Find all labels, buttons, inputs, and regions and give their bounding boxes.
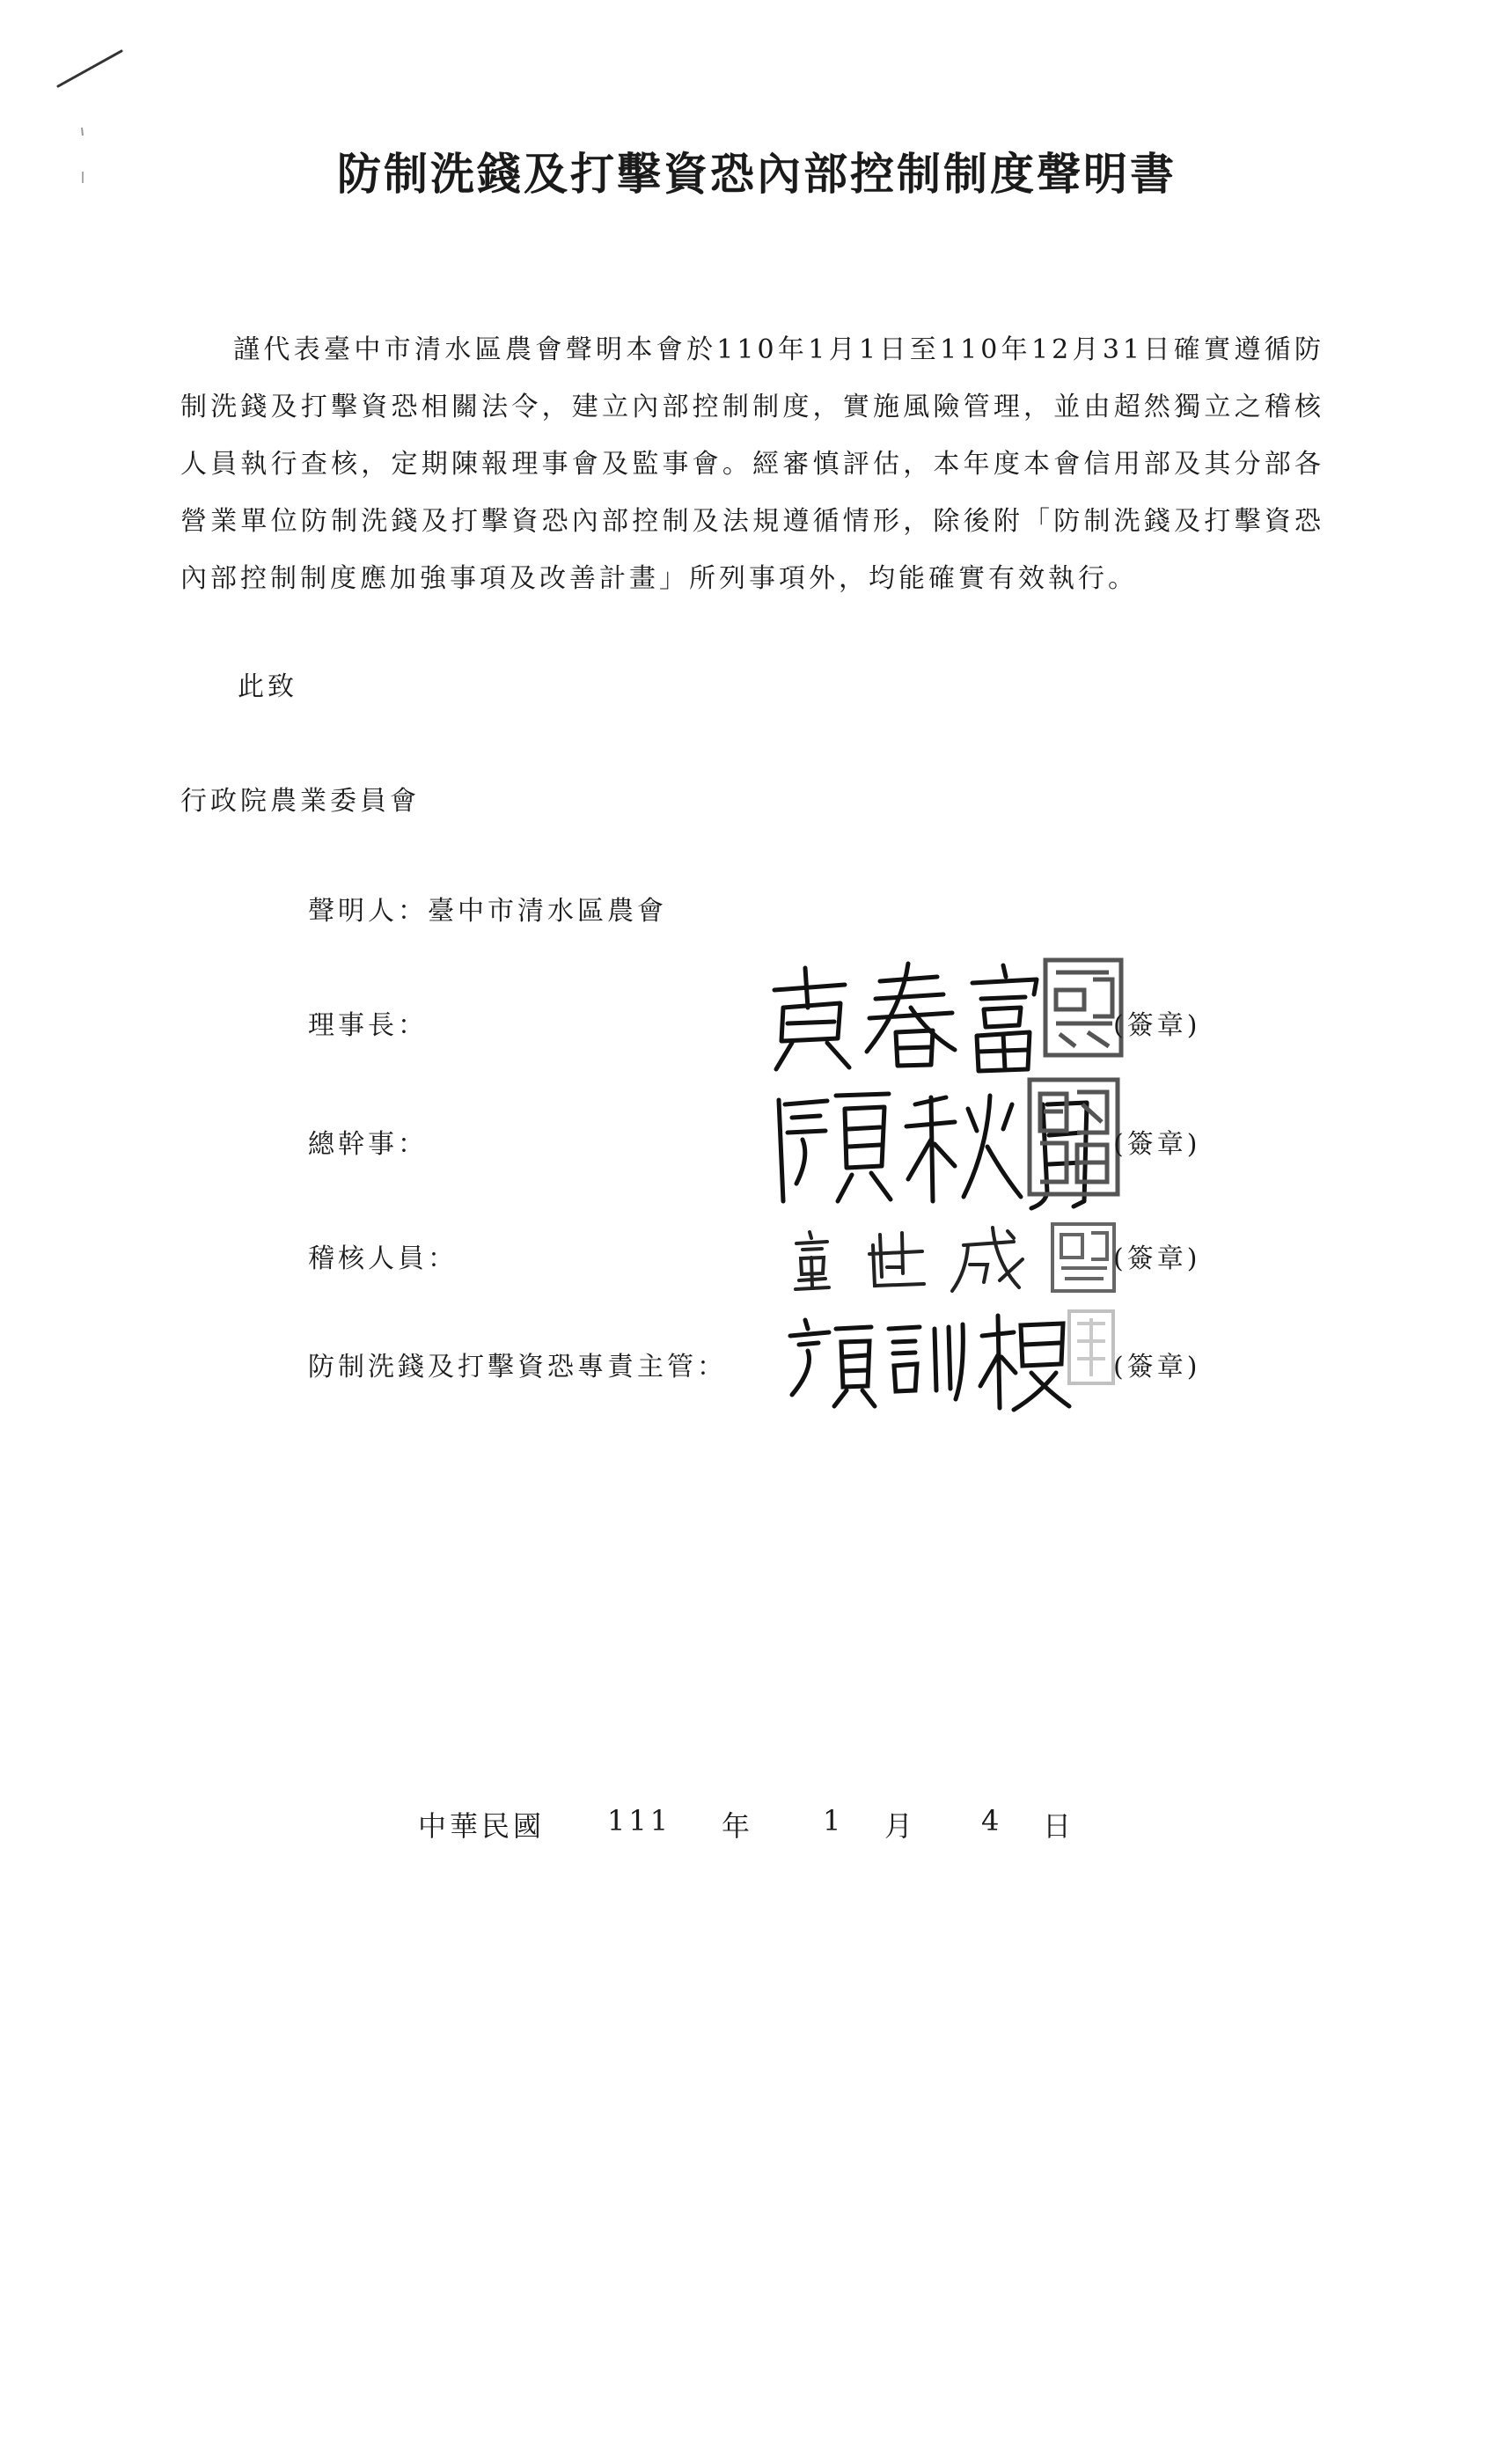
signatory-role-general-manager: 總幹事： <box>308 1129 428 1160</box>
document-date <box>418 1804 1087 1848</box>
date-day-unit: 日 <box>1043 1809 1075 1843</box>
document-title: 防制洗錢及打擊資恐內部控制制度聲明書 <box>337 148 1177 200</box>
date-year-unit: 年 <box>722 1809 754 1843</box>
scan-pen-mark <box>53 42 132 95</box>
handwritten-signature-auditor <box>792 1219 1126 1298</box>
salutation: 此致 <box>238 671 297 702</box>
signatory-role-auditor: 稽核人員： <box>308 1243 458 1274</box>
date-month-unit: 月 <box>884 1809 917 1843</box>
signature-suffix-aml-officer: (簽章) <box>1113 1352 1201 1382</box>
signature-suffix-chairman: (簽章) <box>1113 1010 1201 1041</box>
signature-suffix-auditor: (簽章) <box>1113 1243 1201 1274</box>
official-seal-chairman <box>1045 960 1121 1055</box>
declarant: 聲明人：臺中市清水區農會 <box>308 896 667 927</box>
date-day: 4 <box>981 1804 1003 1837</box>
scan-speck <box>75 123 92 194</box>
handwritten-signature-aml-officer <box>783 1302 1118 1417</box>
date-year: 111 <box>607 1804 672 1837</box>
signature-suffix-general-manager: (簽章) <box>1113 1129 1201 1160</box>
handwritten-signature-chairman <box>757 955 1126 1078</box>
date-era: 中華民國 <box>418 1809 546 1843</box>
date-month: 1 <box>823 1804 845 1837</box>
official-seal-aml-officer <box>1069 1311 1113 1383</box>
official-seal-auditor <box>1052 1224 1114 1291</box>
signatory-role-aml-officer: 防制洗錢及打擊資恐專責主管： <box>308 1352 727 1382</box>
handwritten-signature-general-manager <box>757 1078 1126 1219</box>
recipient: 行政院農業委員會 <box>180 786 420 817</box>
declaration-body: 謹代表臺中市清水區農會聲明本會於110年1月1日至110年12月31日確實遵循防制洗錢及打擊資恐相關法令，建立內部控制制度，實施風險管理，並由超然獨立之稽核人員執行查核，定期陳報理事會及監事會。經審慎評估，本年度本會信用部及其分部各營業單位防制洗錢及打擊資恐內部控制及法規遵循情形，除後附「防制洗錢及打擊資恐內部控制制度應加強事項及改善計畫」所列事項外，均能確實有效執行。 <box>180 334 1324 594</box>
signatory-role-chairman: 理事長： <box>308 1010 428 1041</box>
